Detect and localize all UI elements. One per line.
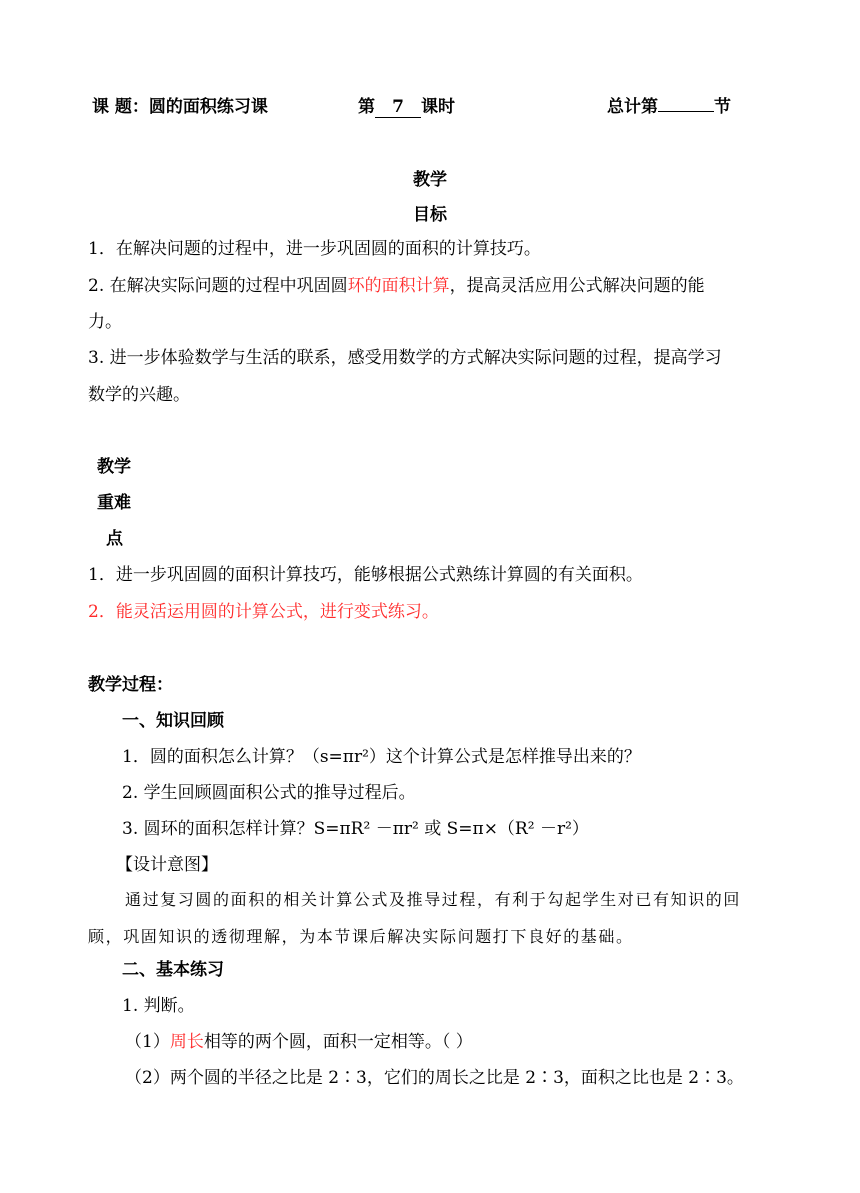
total-prefix: 总计第	[607, 97, 658, 117]
design-intent-text: 通过复习圆的面积的相关计算公式及推导过程，有利于勾起学生对已有知识的回	[125, 890, 742, 909]
process-heading: 教学过程：	[88, 675, 173, 695]
period-prefix: 第	[358, 97, 375, 117]
judge-statement-2: （2）两个圆的半径之比是 2∶3，它们的周长之比是 2∶3，面积之比也是 2∶3。	[125, 1068, 744, 1088]
goal-item-2-cont: 力。	[88, 312, 122, 332]
design-intent-label: 【设计意图】	[116, 855, 218, 875]
goals-heading-line1: 教学	[413, 170, 447, 190]
goal-item-2	[88, 274, 705, 298]
difficulties-heading-line1: 教学	[97, 457, 131, 477]
practice-item-judge: 1. 判断。	[122, 996, 195, 1016]
difficulties-heading-line2: 重难	[97, 493, 131, 513]
goal-item-1: 1．在解决问题的过程中，进一步巩固圆的面积的计算技巧。	[88, 239, 541, 259]
goals-heading-line2: 目标	[413, 205, 447, 225]
period-suffix: 课时	[421, 97, 455, 117]
difficulty-item-2: 2．能灵活运用圆的计算公式，进行变式练习。	[88, 602, 439, 622]
goal-item-3: 3. 进一步体验数学与生活的联系，感受用数学的方式解决实际问题的过程，提高学习	[88, 348, 722, 368]
goal-item-2-highlight: 环的面积计算	[347, 276, 450, 296]
period-number: 7	[375, 97, 421, 118]
goal-item-3-cont: 数学的兴趣。	[88, 385, 190, 405]
judge-1-highlight: 周长	[169, 1032, 204, 1052]
total-blank	[658, 111, 714, 112]
lesson-period	[358, 95, 455, 119]
lesson-total	[607, 95, 731, 119]
total-suffix: 节	[714, 97, 731, 117]
design-intent-text-cont: 顾，巩固知识的透彻理解，为本节课后解决实际问题打下良好的基础。	[88, 927, 634, 946]
judge-1-number: （1）	[125, 1032, 170, 1052]
difficulties-heading-line3: 点	[106, 529, 123, 549]
judge-1-text: 相等的两个圆，面积一定相等。（ ）	[203, 1032, 473, 1052]
goal-item-2-text-b: ，提高灵活应用公式解决问题的能	[449, 276, 705, 296]
review-question-3: 3. 圆环的面积怎样计算？S=πR² －πr² 或 S=π×（R² －r²）	[122, 819, 589, 839]
section-knowledge-review: 一、知识回顾	[122, 711, 224, 731]
difficulty-item-1: 1．进一步巩固圆的面积计算技巧，能够根据公式熟练计算圆的有关面积。	[88, 565, 643, 585]
section-basic-practice: 二、基本练习	[122, 960, 224, 980]
review-question-1: 1．圆的面积怎么计算？（s=πr²）这个计算公式是怎样推导出来的？	[122, 747, 641, 767]
judge-statement-1	[125, 1030, 473, 1054]
review-question-2: 2. 学生回顾圆面积公式的推导过程后。	[122, 783, 416, 803]
lesson-topic: 课 题：圆的面积练习课	[92, 97, 268, 117]
goal-item-2-text-a: 2. 在解决实际问题的过程中巩固圆	[88, 276, 348, 296]
